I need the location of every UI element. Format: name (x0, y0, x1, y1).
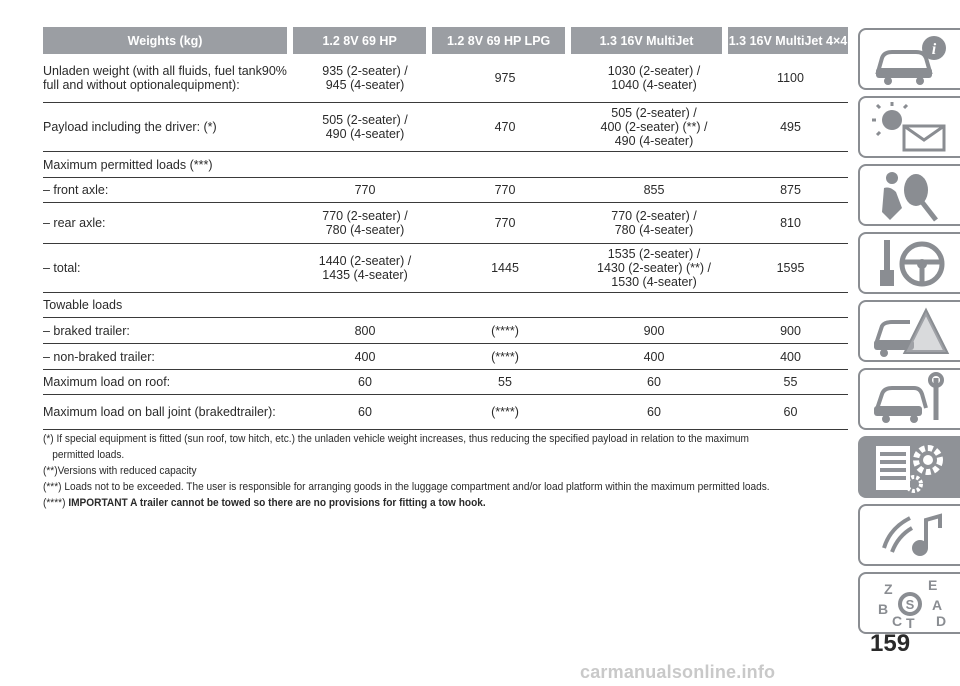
cell-text-line: trailer): (236, 405, 276, 419)
row-label (43, 261, 295, 275)
cell-13-multijet (575, 350, 733, 364)
cell-text-line: 780 (4-seater) (325, 223, 405, 237)
cell-text-line: Maximum permitted loads (***) (43, 157, 213, 172)
cell-text-line: 1535 (2-seater) / (607, 247, 701, 261)
cell-text-line: 780 (4-seater) (614, 223, 694, 237)
cell-text-line: 1440 (2-seater) / (318, 254, 412, 268)
cell-text-line: (****) (491, 323, 519, 338)
footnote-2: (**)Versions with reduced capacity (43, 465, 197, 477)
cell-13-multijet (575, 106, 733, 148)
cell-12-8v-lpg (435, 375, 575, 389)
cell-text-line: equipment): (173, 78, 240, 92)
cell-text-line: 400 (354, 349, 376, 364)
row-label (43, 120, 295, 134)
cell-text-line: Towable loads (43, 298, 123, 312)
cell-text-line: 505 (2-seater) / (322, 113, 408, 127)
cell-text-line: (****) (491, 405, 519, 419)
index-icon (870, 576, 950, 630)
tab-starting-driving[interactable] (858, 232, 960, 294)
cell-13-multijet (575, 209, 733, 237)
cell-13-multijet-4x4 (733, 183, 848, 197)
cell-12-8v-lpg (435, 183, 575, 197)
cell-text-line: 505 (2-seater) / (611, 106, 697, 120)
cell-12-8v (295, 254, 435, 282)
cell-12-8v-lpg (435, 405, 575, 419)
footnote-4 (43, 495, 784, 511)
cell-text-line: 400 (2-seater) (**) / (600, 120, 708, 134)
table-row (43, 103, 848, 152)
cell-text-line: 495 (780, 120, 801, 134)
table-row (43, 318, 848, 344)
tab-emergency[interactable] (858, 300, 960, 362)
svg-text:S: S (905, 597, 915, 612)
row-label (43, 216, 295, 230)
footnote-4-prefix: (****) (43, 497, 69, 509)
tab-warning-lights[interactable] (858, 96, 960, 158)
cell-13-multijet-4x4 (733, 261, 848, 275)
cell-text-line: 490 (4-seater) (614, 134, 694, 148)
cell-text-line: 770 (2-seater) / (322, 209, 408, 223)
cell-text-line: 1040 (4-seater) (611, 78, 697, 92)
cell-12-8v (295, 375, 435, 389)
footnotes (43, 431, 784, 511)
cell-text-line: – front axle: (43, 183, 109, 197)
svg-text:B: B (878, 601, 889, 617)
cell-text-line: 1595 (776, 261, 805, 275)
table-row (43, 370, 848, 395)
row-label (43, 183, 295, 197)
cell-text-line: 1430 (2-seater) (**) / (597, 261, 711, 275)
cell-text-line: 60 (783, 405, 798, 419)
cell-text-line: 900 (643, 323, 665, 338)
watermark: carmanualsonline.info (580, 662, 776, 682)
table-row (43, 203, 848, 244)
header-cell-13-multijet-4x4: 1.3 16V MultiJet 4×4 (728, 27, 848, 54)
table-row (43, 344, 848, 370)
svg-text:E: E (928, 577, 938, 593)
cell-text-line: 400 (643, 349, 665, 364)
cell-text-line: Maximum load on ball joint (braked (43, 405, 237, 419)
cell-text-line: 1445 (491, 261, 519, 275)
cell-text-line: 470 (494, 120, 516, 134)
row-label (43, 375, 295, 389)
cell-13-multijet (575, 324, 733, 338)
cell-text-line: 60 (358, 375, 372, 389)
cell-13-multijet-4x4 (733, 324, 848, 338)
cell-text-line: 810 (780, 216, 801, 230)
footnote-1-line-1: (*) If special equipment is fitted (sun roof, tow hitch, etc.) the unladen vehicle weight increases, thus reducing the specified payload in relation to the maximum (43, 433, 749, 445)
cell-12-8v (295, 64, 435, 92)
svg-text:A: A (932, 597, 943, 613)
table-row (43, 152, 848, 178)
cell-text-line: (****) (491, 349, 519, 364)
row-label (43, 158, 295, 172)
tab-safety[interactable] (858, 164, 960, 226)
footnote-4-important: IMPORTANT A trailer cannot be towed so there are no provisions for fitting a tow hook. (68, 497, 486, 509)
footnote-1 (43, 431, 784, 463)
cell-text-line: 60 (647, 375, 661, 389)
row-label (43, 405, 295, 419)
cell-12-8v (295, 113, 435, 141)
svg-text:i: i (931, 41, 937, 58)
safety-airbag-icon (870, 168, 950, 222)
cell-text-line: 400 (780, 349, 801, 364)
table-row (43, 293, 848, 318)
cell-text-line: 800 (354, 323, 376, 338)
table-row (43, 178, 848, 203)
page-number: 159 (870, 630, 911, 657)
row-label (43, 64, 295, 92)
cell-12-8v-lpg (435, 71, 575, 85)
technical-data-icon (870, 440, 950, 494)
table-row (43, 244, 848, 293)
cell-12-8v-lpg (435, 120, 575, 134)
warning-lights-icon (870, 100, 950, 154)
cell-13-multijet (575, 183, 733, 197)
cell-text-line: Unladen weight (with all fluids, fuel tank (43, 64, 262, 78)
header-cell-12-8v-lpg: 1.2 8V 69 HP LPG (432, 27, 565, 54)
cell-text-line: Maximum load on roof: (43, 375, 171, 389)
cell-text-line: 1530 (4-seater) (611, 275, 697, 289)
row-label (43, 298, 295, 312)
weights-table (43, 27, 848, 430)
table-row (43, 54, 848, 103)
cell-12-8v-lpg (435, 324, 575, 338)
multimedia-icon (870, 508, 950, 562)
cell-text-line: 770 (2-seater) / (611, 209, 697, 223)
tab-maintenance[interactable] (858, 368, 960, 430)
row-label (43, 350, 295, 364)
car-info-icon (870, 32, 950, 86)
cell-text-line: 770 (494, 216, 516, 230)
cell-text-line: 875 (780, 183, 801, 197)
cell-13-multijet (575, 405, 733, 419)
cell-text-line: 1100 (777, 71, 804, 85)
cell-13-multijet-4x4 (733, 405, 848, 419)
cell-13-multijet-4x4 (733, 120, 848, 134)
cell-13-multijet-4x4 (733, 375, 848, 389)
cell-text-line: 90% full and without optional (43, 64, 287, 92)
tab-index[interactable] (858, 572, 960, 634)
cell-text-line: 490 (4-seater) (325, 127, 405, 141)
tab-car-info[interactable] (858, 28, 960, 90)
table-body (43, 54, 848, 430)
footnote-1-line-2: permitted loads. (52, 449, 125, 461)
cell-13-multijet (575, 375, 733, 389)
svg-text:T: T (906, 615, 915, 630)
cell-12-8v-lpg (435, 350, 575, 364)
cell-text-line: 1435 (4-seater) (322, 268, 408, 282)
cell-13-multijet-4x4 (733, 350, 848, 364)
cell-12-8v-lpg (435, 261, 575, 275)
cell-text-line: – total: (43, 261, 81, 275)
cell-12-8v (295, 324, 435, 338)
tab-multimedia[interactable] (858, 504, 960, 566)
cell-12-8v-lpg (435, 216, 575, 230)
header-cell-13-multijet: 1.3 16V MultiJet (571, 27, 722, 54)
cell-text-line: – non-braked trailer: (43, 349, 155, 364)
svg-text:C: C (892, 613, 903, 629)
cell-text-line: – braked trailer: (43, 323, 130, 338)
cell-13-multijet (575, 247, 733, 289)
header-cell-weights: Weights (kg) (43, 27, 287, 54)
cell-text-line: 770 (494, 183, 516, 197)
cell-13-multijet-4x4 (733, 71, 848, 85)
cell-13-multijet (575, 64, 733, 92)
cell-text-line: 60 (647, 405, 661, 419)
header-cell-12-8v: 1.2 8V 69 HP (293, 27, 426, 54)
cell-12-8v (295, 350, 435, 364)
cell-text-line: 935 (2-seater) / (322, 64, 408, 78)
table-header (43, 27, 848, 54)
cell-text-line: 60 (358, 405, 372, 419)
cell-text-line: 55 (498, 375, 512, 389)
footnote-3: (***) Loads not to be exceeded. The user is responsible for arranging goods in the luggage compartment and/or load platform within the maximum permitted loads. (43, 481, 770, 493)
cell-text-line: 770 (354, 183, 376, 197)
cell-12-8v (295, 405, 435, 419)
cell-text-line: – rear axle: (43, 216, 106, 230)
cell-text-line: 55 (783, 375, 798, 389)
cell-text-line: 975 (494, 71, 516, 85)
maintenance-icon (870, 372, 950, 426)
tab-technical-data[interactable] (858, 436, 960, 498)
cell-13-multijet-4x4 (733, 216, 848, 230)
cell-text-line: Payload including the driver: (*) (43, 120, 217, 134)
cell-12-8v (295, 183, 435, 197)
emergency-icon (870, 304, 950, 358)
cell-text-line: 945 (4-seater) (325, 78, 405, 92)
svg-text:Z: Z (884, 581, 893, 597)
cell-text-line: 855 (643, 183, 665, 197)
row-label (43, 324, 295, 338)
cell-text-line: 900 (780, 323, 801, 338)
table-row (43, 395, 848, 430)
svg-text:D: D (936, 613, 947, 629)
cell-text-line: 1030 (2-seater) / (607, 64, 701, 78)
cell-12-8v (295, 209, 435, 237)
starting-driving-icon (870, 236, 950, 290)
